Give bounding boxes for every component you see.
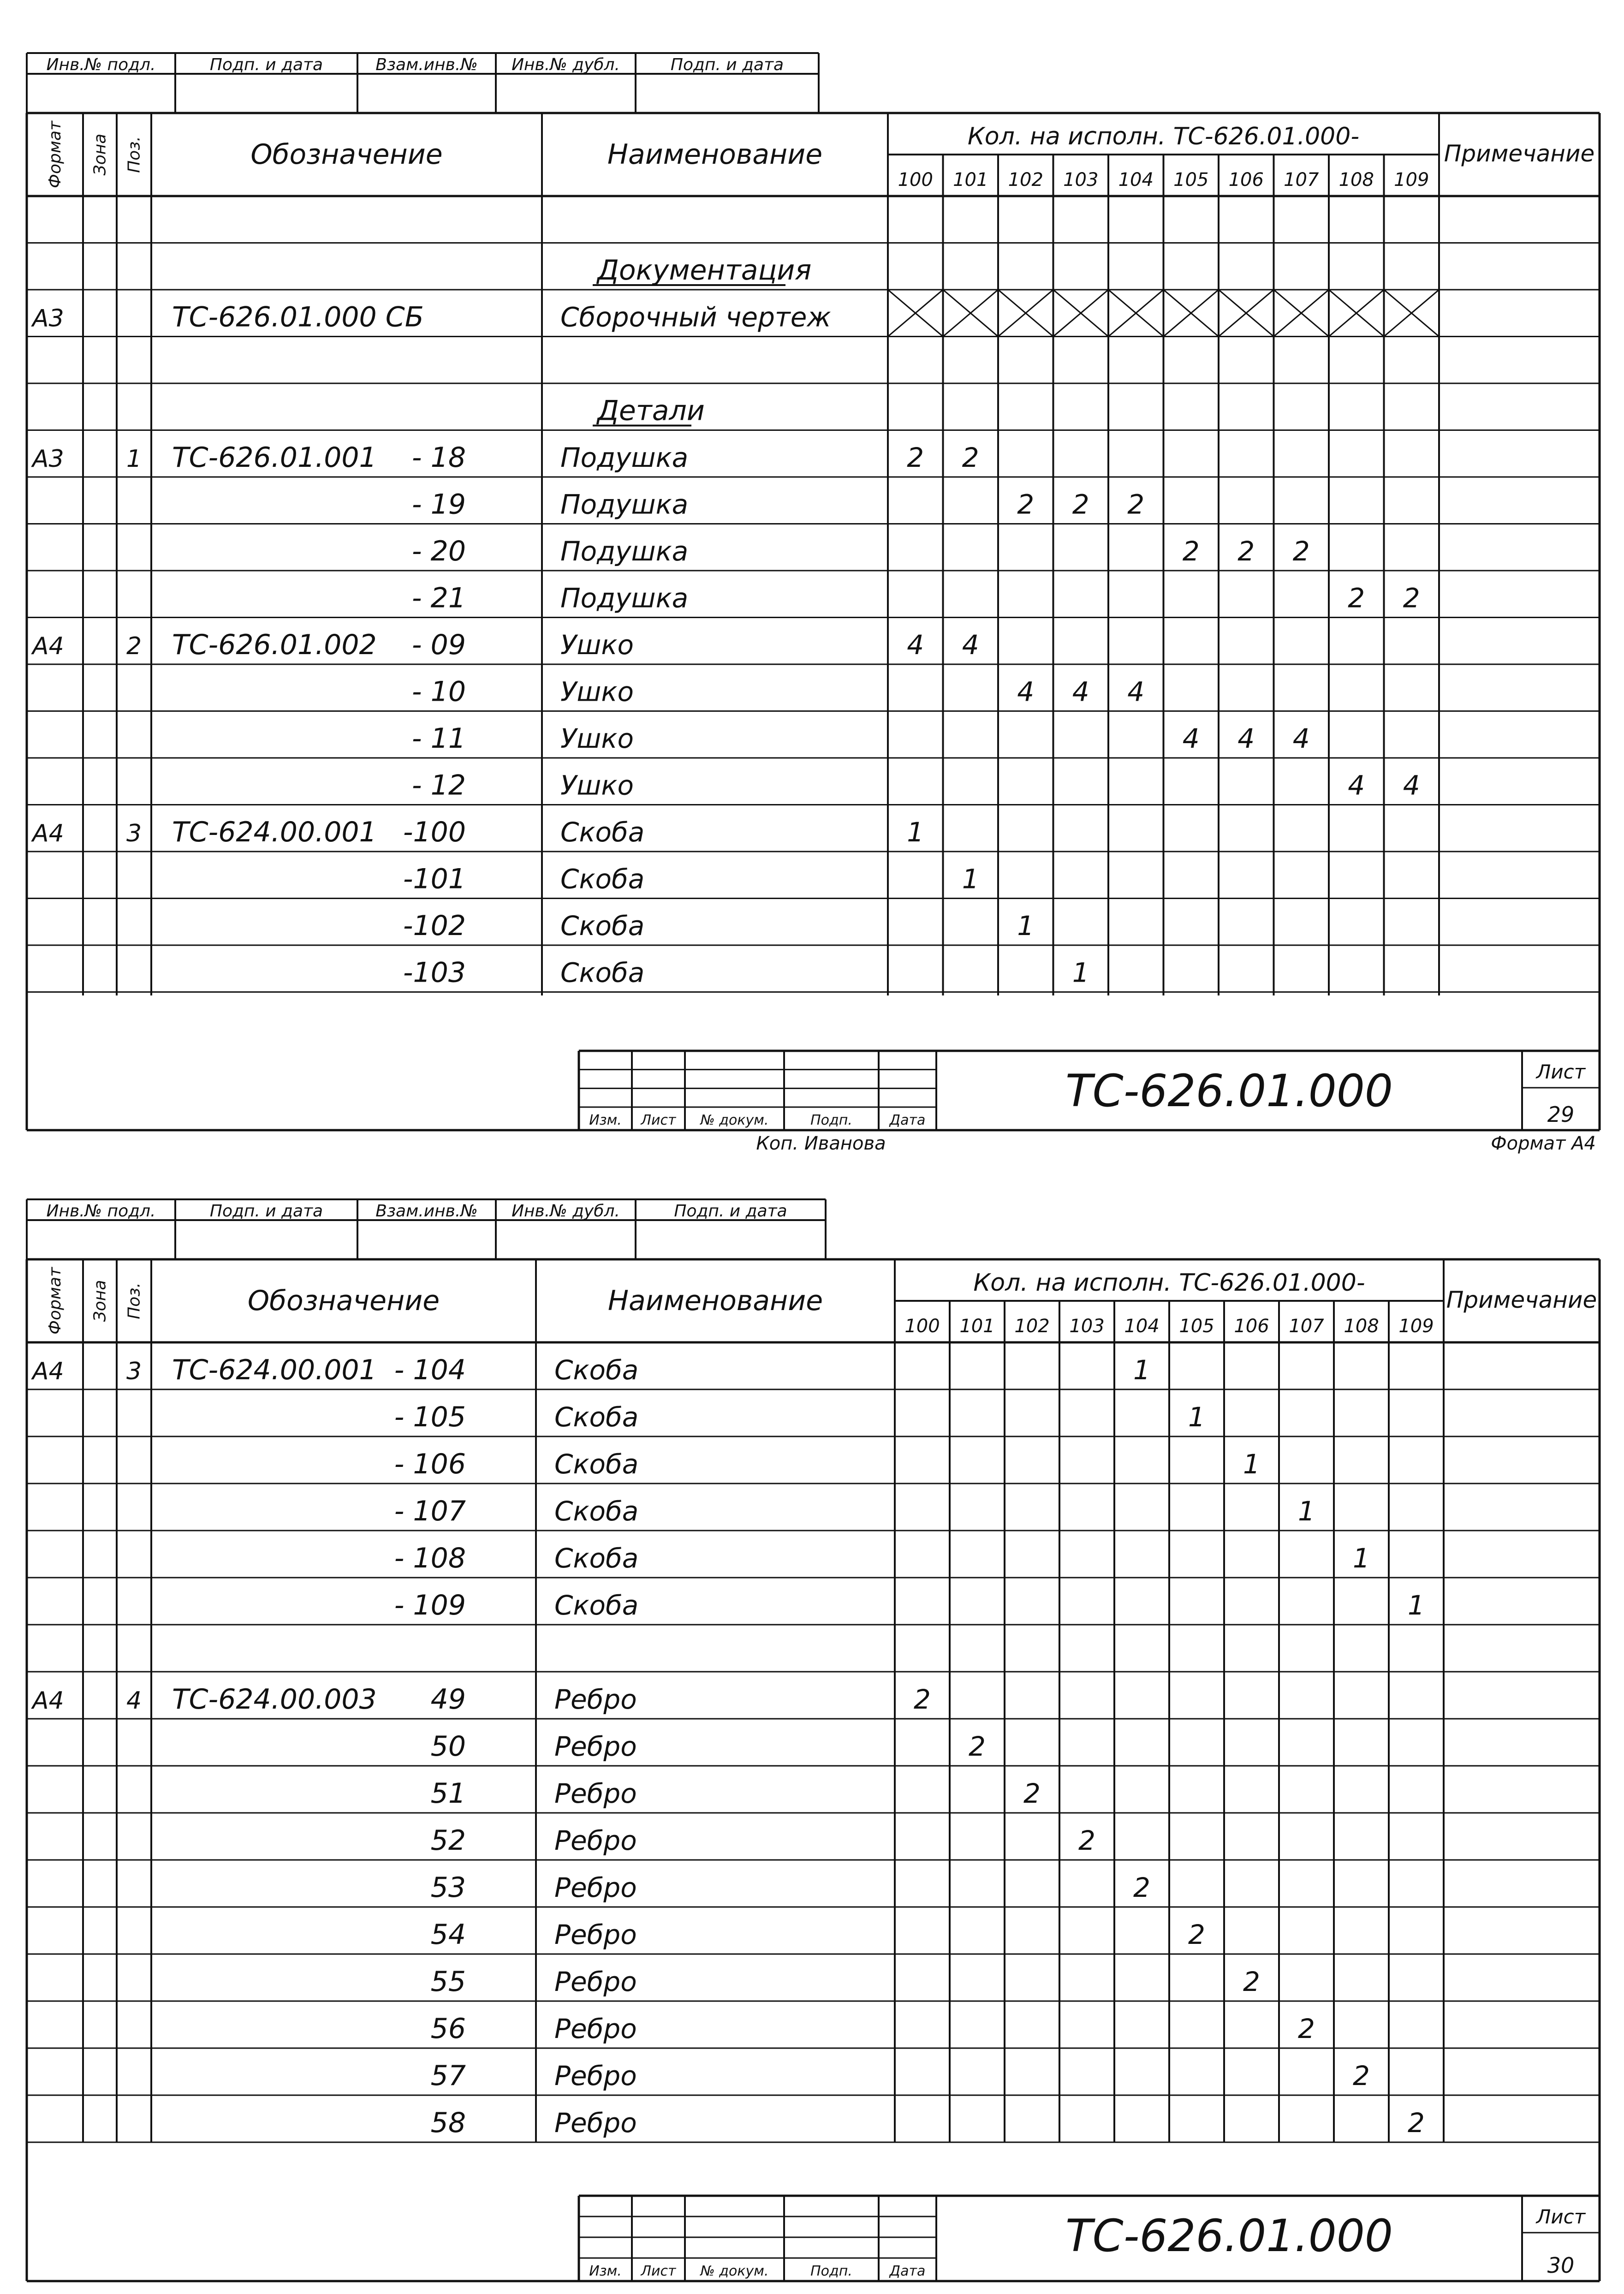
row-designation-suffix: 57: [430, 2060, 466, 2092]
row-designation-suffix: - 18: [411, 441, 466, 474]
sheet-label: Лист: [1536, 2205, 1586, 2228]
row-designation-suffix: 58: [430, 2107, 466, 2139]
row-designation-suffix: 51: [430, 1777, 466, 1810]
row-name: Скоба: [554, 1590, 639, 1621]
row-designation-suffix: - 106: [394, 1448, 466, 1480]
spec-sheet-30: [0, 1181, 1624, 2294]
qty-cell: 2: [907, 442, 924, 473]
qty-cell: 1: [1133, 1354, 1150, 1386]
variant-column-header: 106: [1228, 169, 1264, 191]
variant-column-header: 107: [1289, 1316, 1324, 1337]
qty-cell: 1: [962, 863, 979, 895]
row-format: А3: [32, 304, 64, 333]
title-block-label: Лист: [641, 2263, 676, 2279]
designation-column-header: Обозначение: [250, 138, 443, 171]
qty-cell: 1: [907, 816, 924, 848]
qty-cell: 2: [1023, 1778, 1041, 1809]
row-format: А4: [32, 1358, 64, 1385]
row-designation-suffix: 50: [430, 1730, 466, 1763]
format-column-header: Формат: [46, 120, 65, 189]
stamp-header-label: Взам.инв.№: [375, 55, 478, 74]
name-column-header: Наименование: [607, 138, 823, 171]
variant-column-header: 105: [1179, 1316, 1214, 1337]
row-designation-suffix: 56: [430, 2013, 466, 2045]
row-position: 3: [126, 1358, 142, 1385]
qty-cell: 2: [1237, 536, 1255, 567]
stamp-header-label: Взам.инв.№: [375, 1202, 478, 1221]
row-name: Подушка: [560, 442, 689, 473]
variant-column-header: 100: [904, 1316, 940, 1337]
row-name: Скоба: [554, 1496, 639, 1527]
row-name: Скоба: [554, 1401, 639, 1433]
stamp-header-label: Инв.№ дубл.: [512, 55, 620, 74]
variant-column-header: 104: [1124, 1316, 1160, 1337]
row-name: Ребро: [554, 1731, 637, 1762]
row-designation: ТС-626.01.002: [172, 629, 377, 661]
document-number: ТС-626.01.000: [1065, 2210, 1393, 2262]
row-position: 4: [126, 1687, 142, 1715]
qty-cell: 1: [1298, 1496, 1315, 1527]
qty-cell: 1: [1243, 1448, 1260, 1480]
qty-cell: 2: [1017, 489, 1035, 520]
row-designation-suffix: - 19: [411, 488, 466, 521]
row-designation-suffix: -100: [403, 816, 466, 848]
row-designation-suffix: -103: [403, 956, 466, 989]
row-name: Ушко: [560, 676, 634, 708]
variant-column-header: 103: [1069, 1316, 1105, 1337]
row-designation-suffix: - 11: [411, 722, 466, 755]
title-block-label: Дата: [889, 1112, 926, 1128]
row-designation-suffix: -101: [403, 863, 466, 895]
qty-cell: 4: [1072, 676, 1089, 708]
variant-column-header: 101: [959, 1316, 995, 1337]
variant-column-header: 108: [1338, 169, 1374, 191]
row-designation-suffix: - 105: [394, 1401, 466, 1433]
row-designation: ТС-624.00.001: [172, 1354, 377, 1386]
row-name: Скоба: [560, 863, 645, 895]
row-designation-suffix: - 107: [394, 1495, 466, 1527]
qty-cell: 2: [1298, 2013, 1315, 2044]
qty-cell: 4: [1403, 769, 1420, 801]
row-name: Ребро: [554, 1872, 637, 1903]
row-name: Ребро: [554, 2107, 637, 2139]
row-name: Ребро: [554, 1778, 637, 1809]
qty-cell: 4: [1182, 723, 1200, 754]
qty-cell: 1: [1408, 1590, 1425, 1621]
qty-cell: 4: [1237, 723, 1255, 754]
note-column-header: Примечание: [1444, 140, 1595, 167]
zone-column-header: Зона: [90, 133, 110, 176]
qty-cell: 4: [1017, 676, 1035, 708]
qty-cell: 1: [1353, 1543, 1370, 1574]
row-name: Подушка: [560, 536, 689, 567]
row-name: Ребро: [554, 2060, 637, 2091]
stamp-header-label: Подп. и дата: [209, 1202, 323, 1221]
name-column-header: Наименование: [607, 1285, 823, 1317]
row-name: Подушка: [560, 582, 689, 614]
format-column-header: Формат: [46, 1267, 65, 1335]
stamp-header-label: Подп. и дата: [209, 55, 323, 74]
row-position: 3: [126, 820, 142, 847]
title-block-label: № докум.: [700, 2263, 769, 2279]
title-block-label: № докум.: [700, 1112, 769, 1128]
row-name: Ребро: [554, 1825, 637, 1856]
title-block-label: Изм.: [589, 1112, 622, 1128]
row-designation-suffix: 54: [430, 1919, 466, 1951]
row-name: Ушко: [560, 629, 634, 661]
row-format: А4: [32, 632, 64, 660]
sheet-number: 30: [1547, 2253, 1575, 2278]
qty-cell: 4: [907, 629, 924, 661]
qty-cell: 2: [1353, 2060, 1370, 2091]
row-name: Сборочный чертеж: [560, 301, 831, 333]
qty-cell: 2: [1348, 582, 1365, 614]
variant-column-header: 107: [1284, 169, 1319, 191]
qty-cell: 2: [1072, 489, 1089, 520]
qty-cell: 2: [1408, 2107, 1425, 2139]
row-designation-suffix: -102: [403, 910, 466, 942]
row-name: Скоба: [554, 1543, 639, 1574]
qty-cell: 2: [1403, 582, 1420, 614]
row-designation-suffix: - 09: [411, 629, 466, 661]
qty-cell: 2: [1133, 1872, 1150, 1903]
row-designation-suffix: - 20: [411, 535, 466, 567]
variant-column-header: 103: [1063, 169, 1099, 191]
row-name: Скоба: [560, 910, 645, 941]
row-designation-suffix: - 108: [394, 1542, 466, 1574]
row-format: А4: [32, 820, 64, 847]
row-name: Ребро: [554, 1684, 637, 1715]
row-name: Скоба: [554, 1448, 639, 1480]
row-designation-suffix: - 12: [411, 769, 466, 802]
section-title: Детали: [597, 394, 705, 427]
stamp-header-label: Инв.№ дубл.: [512, 1202, 620, 1221]
qty-cell: 2: [1188, 1919, 1205, 1950]
row-designation-suffix: - 109: [394, 1589, 466, 1621]
qty-cell: 2: [1292, 536, 1310, 567]
qty-cell: 2: [1182, 536, 1200, 567]
title-block-label: Лист: [641, 1112, 676, 1128]
row-designation: ТС-624.00.003: [172, 1683, 377, 1716]
variant-column-header: 106: [1234, 1316, 1269, 1337]
document-number: ТС-626.01.000: [1065, 1065, 1393, 1117]
variant-column-header: 102: [1014, 1316, 1050, 1337]
qty-cell: 4: [1127, 676, 1145, 708]
stamp-header-label: Подп. и дата: [670, 55, 784, 74]
row-position: 2: [126, 632, 142, 660]
qty-cell: 4: [1348, 769, 1365, 801]
row-name: Ушко: [560, 723, 634, 754]
stamp-header-label: Инв.№ подл.: [46, 1202, 156, 1221]
row-designation: ТС-626.01.001: [172, 441, 377, 474]
pos-column-header: Поз.: [125, 136, 144, 173]
stamp-header-label: Подп. и дата: [674, 1202, 787, 1221]
row-designation-suffix: 52: [430, 1824, 466, 1857]
stamp-header-label: Инв.№ подл.: [46, 55, 156, 74]
variant-column-header: 105: [1173, 169, 1209, 191]
row-name: Ребро: [554, 2013, 637, 2044]
row-designation: ТС-624.00.001: [172, 816, 377, 848]
row-designation-suffix: - 10: [411, 675, 466, 708]
section-title: Документация: [597, 254, 812, 286]
row-name: Ребро: [554, 1919, 637, 1950]
variant-column-header: 100: [898, 169, 933, 191]
qty-cell: 2: [969, 1731, 986, 1762]
row-name: Ушко: [560, 769, 634, 801]
row-position: 1: [126, 445, 142, 473]
title-block-label: Подп.: [810, 2263, 852, 2279]
title-block-label: Изм.: [589, 2263, 622, 2279]
sheet-label: Лист: [1536, 1061, 1586, 1083]
qty-cell: 2: [914, 1684, 931, 1715]
qty-column-header: Кол. на исполн. ТС-626.01.000-: [967, 123, 1360, 150]
variant-column-header: 104: [1118, 169, 1154, 191]
row-name: Ребро: [554, 1966, 637, 1997]
sheet-30: [0, 1181, 1624, 2294]
variant-column-header: 109: [1398, 1316, 1434, 1337]
row-designation: ТС-626.01.000 СБ: [172, 301, 424, 334]
zone-column-header: Зона: [90, 1280, 110, 1322]
title-block-label: Подп.: [810, 1112, 852, 1128]
row-designation-suffix: 53: [430, 1871, 466, 1904]
qty-cell: 4: [962, 629, 979, 661]
row-designation-suffix: 49: [430, 1683, 466, 1716]
qty-cell: 4: [1292, 723, 1310, 754]
pos-column-header: Поз.: [125, 1282, 144, 1319]
row-designation-suffix: - 104: [394, 1354, 466, 1386]
variant-column-header: 108: [1344, 1316, 1379, 1337]
row-name: Скоба: [554, 1354, 639, 1386]
qty-column-header: Кол. на исполн. ТС-626.01.000-: [973, 1269, 1365, 1297]
qty-cell: 2: [962, 442, 979, 473]
title-block-label: Дата: [889, 2263, 926, 2279]
qty-cell: 1: [1072, 957, 1089, 989]
row-name: Подушка: [560, 489, 689, 520]
qty-cell: 2: [1078, 1825, 1095, 1856]
row-name: Скоба: [560, 957, 645, 989]
variant-column-header: 101: [953, 169, 988, 191]
row-format: А4: [32, 1687, 64, 1715]
row-format: А3: [32, 445, 64, 473]
designation-column-header: Обозначение: [247, 1285, 440, 1317]
qty-cell: 2: [1243, 1966, 1260, 1997]
qty-cell: 1: [1188, 1401, 1205, 1433]
note-column-header: Примечание: [1446, 1287, 1597, 1313]
copied-by: Коп. Иванова: [756, 1133, 886, 1154]
qty-cell: 2: [1127, 489, 1145, 520]
variant-column-header: 109: [1394, 169, 1429, 191]
qty-cell: 1: [1017, 910, 1035, 941]
format-note: Формат А4: [1491, 1133, 1596, 1154]
row-designation-suffix: - 21: [411, 582, 466, 614]
row-name: Скоба: [560, 816, 645, 848]
sheet-number: 29: [1547, 1102, 1575, 1127]
variant-column-header: 102: [1008, 169, 1043, 191]
row-designation-suffix: 55: [430, 1966, 466, 1998]
